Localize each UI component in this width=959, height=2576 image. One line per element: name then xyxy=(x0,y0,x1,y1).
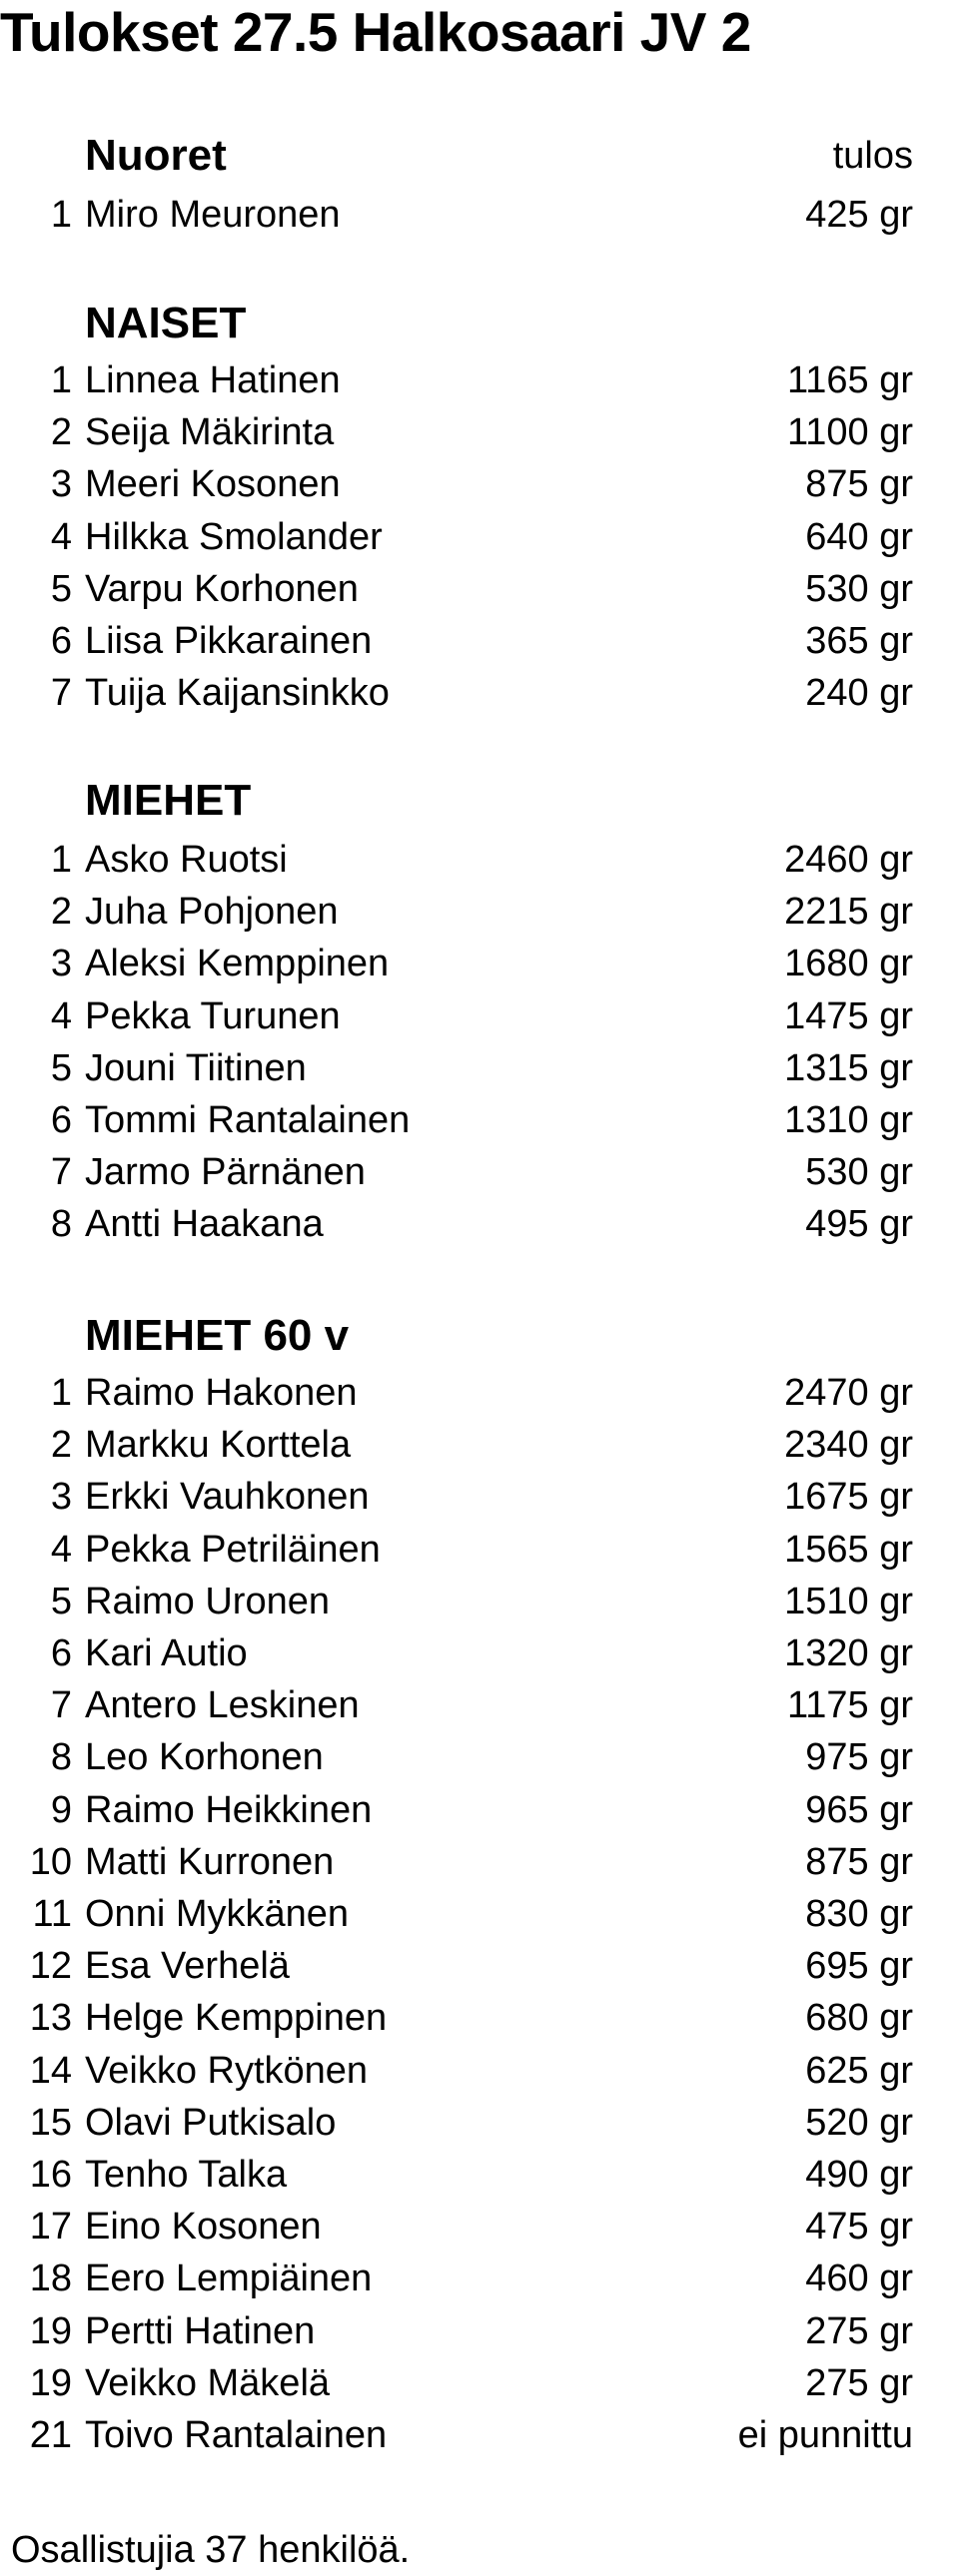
result-value: 830 gr xyxy=(805,1893,913,1935)
section-heading-miehet-60: MIEHET 60 v xyxy=(85,1311,350,1360)
rank: 6 xyxy=(50,620,72,662)
result-row xyxy=(0,1524,959,1576)
rank: 7 xyxy=(50,672,72,715)
rank: 5 xyxy=(50,1580,72,1622)
result-row xyxy=(0,1940,959,1992)
result-value: 965 gr xyxy=(805,1788,913,1831)
result-row xyxy=(0,2253,959,2304)
competitor-name: Olavi Putkisalo xyxy=(85,2101,337,2144)
competitor-name: Pekka Turunen xyxy=(85,994,341,1037)
page-title: Tulokset 27.5 Halkosaari JV 2 xyxy=(0,1,751,63)
result-row xyxy=(0,2201,959,2253)
rank: 10 xyxy=(29,1840,72,1883)
rank: 6 xyxy=(50,1632,72,1674)
competitor-name: Markku Korttela xyxy=(85,1424,352,1467)
result-row xyxy=(0,2149,959,2201)
rank: 8 xyxy=(50,1203,72,1246)
result-value: 520 gr xyxy=(805,2101,913,2144)
result-value: 530 gr xyxy=(805,1151,913,1194)
competitor-name: Esa Verhelä xyxy=(85,1945,290,1988)
result-row xyxy=(0,2305,959,2357)
rank: 15 xyxy=(29,2101,72,2144)
competitor-name: Leo Korhonen xyxy=(85,1736,324,1779)
rank: 1 xyxy=(50,194,72,236)
competitor-name: Asko Ruotsi xyxy=(85,839,288,881)
rank: 19 xyxy=(29,2361,72,2404)
rank: 4 xyxy=(50,515,72,558)
result-value: 1475 gr xyxy=(784,994,913,1037)
competitor-name: Toivo Rantalainen xyxy=(85,2414,388,2456)
rank: 1 xyxy=(50,839,72,881)
rank: 9 xyxy=(50,1788,72,1831)
result-row xyxy=(0,511,959,563)
competitor-name: Pertti Hatinen xyxy=(85,2309,316,2352)
rank: 5 xyxy=(50,1046,72,1089)
result-value: 1680 gr xyxy=(784,943,913,985)
rank: 16 xyxy=(29,2154,72,2196)
section-heading-naiset: NAISET xyxy=(85,299,247,347)
competitor-name: Hilkka Smolander xyxy=(85,515,383,558)
competitor-name: Erkki Vauhkonen xyxy=(85,1476,370,1519)
rank: 14 xyxy=(29,2049,72,2092)
result-value: 2470 gr xyxy=(784,1372,913,1414)
result-value: 680 gr xyxy=(805,1997,913,2040)
result-value: 1175 gr xyxy=(786,1684,913,1727)
rank: 18 xyxy=(29,2257,72,2300)
result-row xyxy=(0,354,959,406)
competitor-name: Raimo Hakonen xyxy=(85,1372,358,1414)
result-value: 1165 gr xyxy=(786,359,913,401)
competitor-name: Meeri Kosonen xyxy=(85,463,341,506)
result-value: 875 gr xyxy=(805,1840,913,1883)
rank: 3 xyxy=(50,943,72,985)
result-value: 1320 gr xyxy=(784,1632,913,1674)
rank: 1 xyxy=(50,359,72,401)
result-value: 425 gr xyxy=(805,194,913,236)
result-value: 530 gr xyxy=(805,567,913,610)
result-row xyxy=(0,886,959,938)
section-heading-miehet: MIEHET xyxy=(85,776,252,825)
competitor-name: Miro Meuronen xyxy=(85,194,341,236)
result-row xyxy=(0,834,959,886)
result-row xyxy=(0,2045,959,2097)
result-row xyxy=(0,563,959,615)
rank: 4 xyxy=(50,994,72,1037)
result-column-header: tulos xyxy=(832,135,913,177)
competitor-name: Linnea Hatinen xyxy=(85,359,341,401)
result-value: 2460 gr xyxy=(784,839,913,881)
competitor-name: Antti Haakana xyxy=(85,1203,324,1246)
result-value: 365 gr xyxy=(805,620,913,662)
competitor-name: Onni Mykkänen xyxy=(85,1893,350,1935)
competitor-name: Veikko Rytkönen xyxy=(85,2049,369,2092)
competitor-name: Kari Autio xyxy=(85,1632,248,1674)
result-row xyxy=(0,938,959,989)
result-value: 1100 gr xyxy=(786,411,913,454)
result-row xyxy=(0,2357,959,2409)
result-row xyxy=(0,1042,959,1094)
rank: 6 xyxy=(50,1099,72,1141)
competitor-name: Juha Pohjonen xyxy=(85,891,339,934)
rank: 4 xyxy=(50,1528,72,1571)
result-row xyxy=(0,1146,959,1198)
result-row xyxy=(0,1198,959,1250)
result-row xyxy=(0,458,959,510)
result-row xyxy=(0,406,959,458)
section-heading-nuoret: Nuoret xyxy=(85,131,227,180)
competitor-name: Tuija Kaijansinkko xyxy=(85,672,390,715)
competitor-name: Tommi Rantalainen xyxy=(85,1099,411,1141)
result-row xyxy=(0,667,959,719)
rank: 19 xyxy=(29,2309,72,2352)
result-row xyxy=(0,1367,959,1419)
rank: 2 xyxy=(50,891,72,934)
competitor-name: Liisa Pikkarainen xyxy=(85,620,373,662)
result-row xyxy=(0,1471,959,1523)
competitor-name: Jarmo Pärnänen xyxy=(85,1151,366,1194)
result-value: 240 gr xyxy=(805,672,913,715)
result-row xyxy=(0,1419,959,1471)
result-row xyxy=(0,1627,959,1679)
result-value: 2340 gr xyxy=(784,1424,913,1467)
rank: 11 xyxy=(32,1893,72,1935)
result-row xyxy=(0,1679,959,1731)
result-row xyxy=(0,1094,959,1146)
result-value: 490 gr xyxy=(805,2154,913,2196)
rank: 2 xyxy=(50,411,72,454)
competitor-name: Eero Lempiäinen xyxy=(85,2257,373,2300)
competitor-name: Tenho Talka xyxy=(85,2154,288,2196)
competitor-name: Matti Kurronen xyxy=(85,1840,335,1883)
result-row xyxy=(0,1784,959,1836)
result-value: 495 gr xyxy=(805,1203,913,1246)
result-row xyxy=(0,615,959,667)
rank: 17 xyxy=(29,2206,72,2249)
result-value: 695 gr xyxy=(805,1945,913,1988)
result-value: 1510 gr xyxy=(784,1580,913,1622)
result-row xyxy=(0,2097,959,2149)
competitor-name: Pekka Petriläinen xyxy=(85,1528,381,1571)
result-value: 1310 gr xyxy=(784,1099,913,1141)
result-value: 275 gr xyxy=(805,2361,913,2404)
competitor-name: Antero Leskinen xyxy=(85,1684,360,1727)
rank: 3 xyxy=(50,463,72,506)
result-row xyxy=(0,1992,959,2044)
rank: 7 xyxy=(50,1684,72,1727)
rank: 8 xyxy=(50,1736,72,1779)
competitor-name: Aleksi Kemppinen xyxy=(85,943,390,985)
result-row xyxy=(0,1888,959,1940)
competitor-name: Varpu Korhonen xyxy=(85,567,359,610)
competitor-name: Eino Kosonen xyxy=(85,2206,322,2249)
result-value: 875 gr xyxy=(805,463,913,506)
participants-count: Osallistujia 37 henkilöä. xyxy=(11,2529,411,2571)
result-value: 1315 gr xyxy=(784,1046,913,1089)
result-value: 275 gr xyxy=(805,2309,913,2352)
competitor-name: Jouni Tiitinen xyxy=(85,1046,307,1089)
result-row xyxy=(0,1731,959,1783)
competitor-name: Veikko Mäkelä xyxy=(85,2361,331,2404)
competitor-name: Raimo Uronen xyxy=(85,1580,330,1622)
result-row xyxy=(0,990,959,1042)
result-row xyxy=(0,2409,959,2461)
rank: 5 xyxy=(50,567,72,610)
result-value: 640 gr xyxy=(805,515,913,558)
result-value: 2215 gr xyxy=(784,891,913,934)
result-value: 625 gr xyxy=(805,2049,913,2092)
result-value: 1675 gr xyxy=(784,1476,913,1519)
rank: 1 xyxy=(50,1372,72,1414)
result-row xyxy=(0,1576,959,1627)
rank: 21 xyxy=(29,2414,72,2456)
rank: 7 xyxy=(50,1151,72,1194)
result-value: 1565 gr xyxy=(784,1528,913,1571)
competitor-name: Raimo Heikkinen xyxy=(85,1788,373,1831)
rank: 12 xyxy=(29,1945,72,1988)
competitor-name: Seija Mäkirinta xyxy=(85,411,335,454)
result-value: 475 gr xyxy=(805,2206,913,2249)
rank: 2 xyxy=(50,1424,72,1467)
result-row xyxy=(0,189,959,241)
result-value: 460 gr xyxy=(805,2257,913,2300)
rank: 13 xyxy=(29,1997,72,2040)
competitor-name: Helge Kemppinen xyxy=(85,1997,388,2040)
rank: 3 xyxy=(50,1476,72,1519)
result-value: 975 gr xyxy=(805,1736,913,1779)
result-row xyxy=(0,1836,959,1888)
result-value: ei punnittu xyxy=(737,2414,913,2456)
